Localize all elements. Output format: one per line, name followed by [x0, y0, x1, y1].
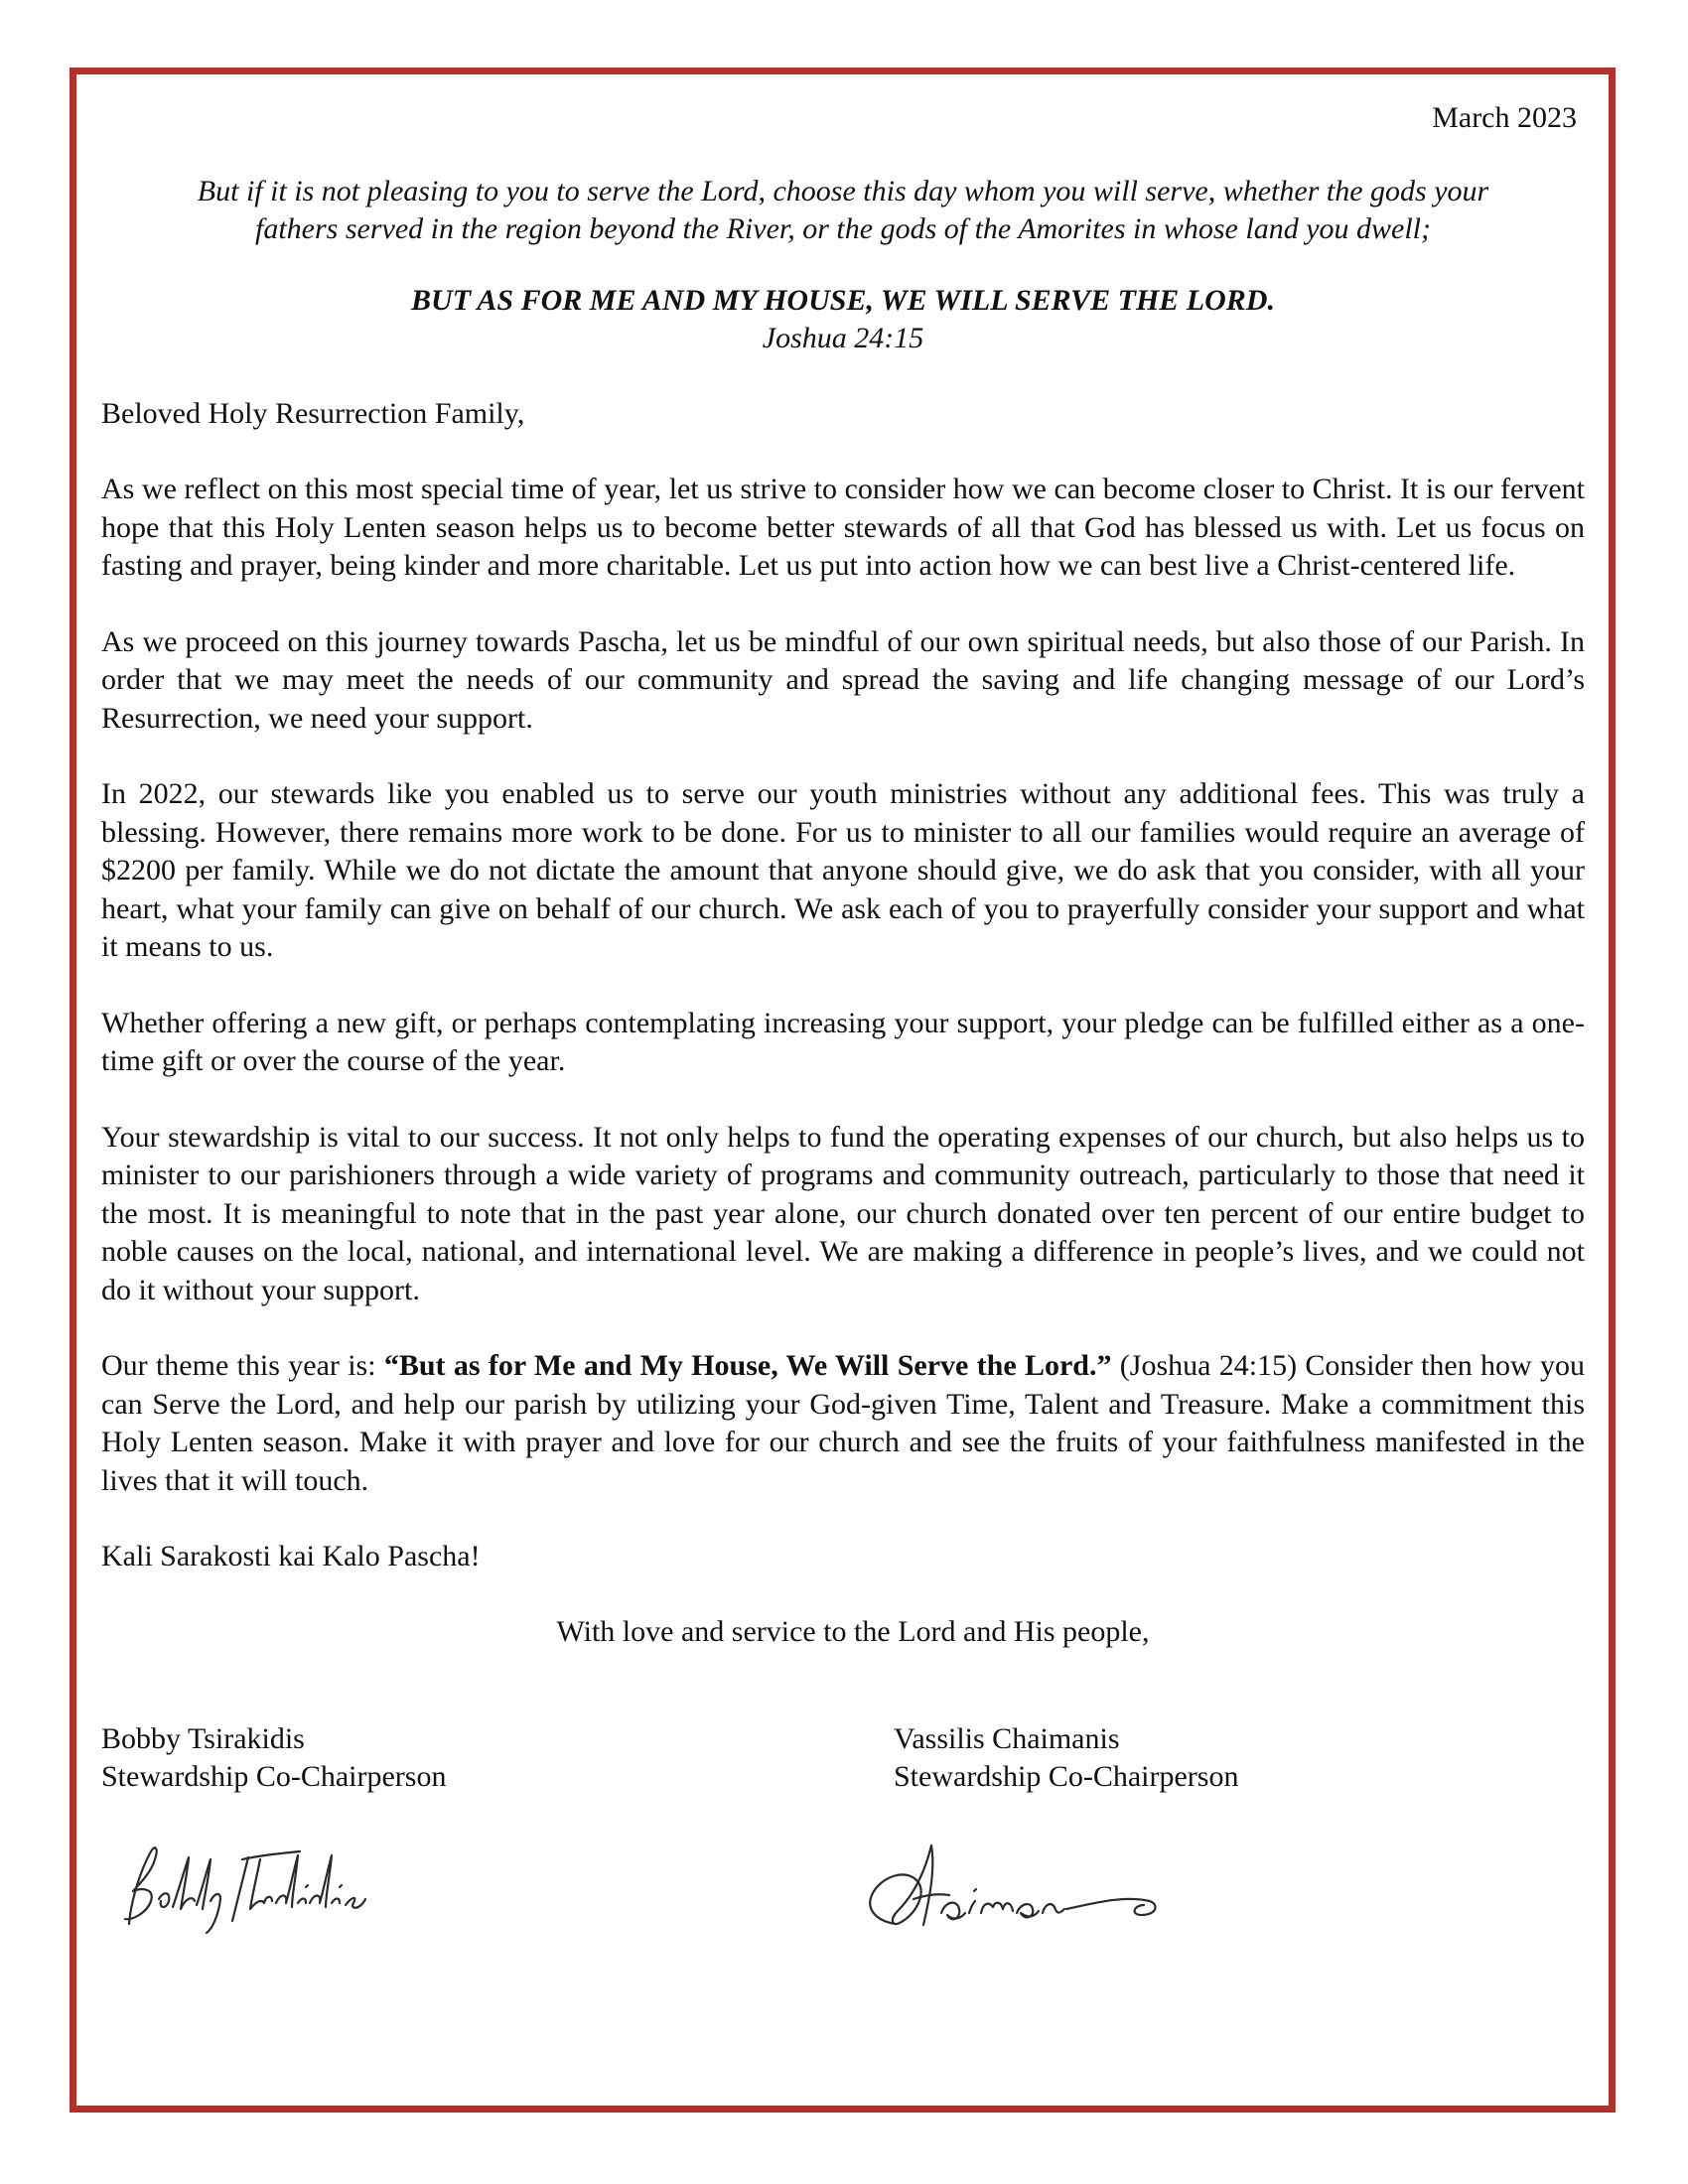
scripture-line-1: But if it is not pleasing to you to serve the Lord, choose this day whom you will serve, whether the gods your [197, 175, 1489, 207]
paragraph-theme [101, 1347, 1585, 1500]
letter-date: March 2023 [1432, 101, 1577, 134]
salutation: Beloved Holy Resurrection Family, [101, 397, 525, 430]
closing-greeting: Kali Sarakosti kai Kalo Pascha! [101, 1540, 481, 1572]
signature-block [101, 1720, 1585, 1979]
paragraph-stewardship: Your stewardship is vital to our success. It not only helps to fund the operating expenses of our church, but also helps us to minister to our parishioners through a wide variety of programs and community outreach, particularly to those that need it the most. It is meaningful to note that in the past year alone, our church donated over ten percent of our entire budget to noble causes on the local, national, and international level. We are making a difference in people’s lives, and we could not do it without your support. [101, 1120, 1585, 1306]
farewell-line: With love and service to the Lord and His people, [556, 1615, 1150, 1648]
signature-image-right [856, 1830, 1174, 1949]
scripture-line-2: fathers served in the region beyond the River, or the gods of the Amorites in whose land you dwell; [255, 212, 1431, 245]
signer-left [101, 1720, 446, 1796]
signer-title: Stewardship Co-Chairperson [894, 1760, 1239, 1793]
letter-body [101, 99, 1585, 1979]
signature-image-left [111, 1830, 409, 1939]
scripture-quote [101, 173, 1585, 248]
paragraph-reflection: As we reflect on this most special time of year, let us strive to consider how we can become closer to Christ. It is our fervent hope that this Holy Lenten season helps us to become better stewards of all that God has blessed us with. Let us focus on fasting and prayer, being kinder and more charitable. Let us put into action how we can best live a Christ-centered life. [101, 473, 1585, 582]
scripture-emphasis: BUT AS FOR ME AND MY HOUSE, WE WILL SERVE THE LORD. [411, 284, 1275, 317]
scripture-reference: Joshua 24:15 [762, 322, 924, 354]
signer-title: Stewardship Co-Chairperson [101, 1760, 447, 1793]
signer-name: Vassilis Chaimanis [894, 1722, 1120, 1755]
theme-quote: “But as for Me and My House, We Will Serve the Lord.” [383, 1349, 1112, 1382]
theme-rest: (Joshua 24:15) Consider then how you can Serve the Lord, and help our parish by utilizing your God-given Time, Talent and Treasure. Make a commitment this Holy Lenten season. Make it with prayer and love for our church and see the fruits of your faithfulness manifested in the lives that it will touch. [101, 1349, 1585, 1497]
theme-intro: Our theme this year is: [101, 1349, 384, 1382]
signer-right [894, 1720, 1238, 1796]
paragraph-2022: In 2022, our stewards like you enabled us to serve our youth ministries without any additional fees. This was truly a blessing. However, there remains more work to be done. For us to minister to all our families would require an average of $2200 per family. While we do not dictate the amount that anyone should give, we do ask that you consider, with all your heart, what your family can give on behalf of our church. We ask each of you to prayerfully consider your support and what it means to us. [101, 777, 1585, 963]
paragraph-pledge: Whether offering a new gift, or perhaps contemplating increasing your support, your pledge can be fulfilled either as a one-time gift or over the course of the year. [101, 1006, 1585, 1077]
signer-name: Bobby Tsirakidis [101, 1722, 305, 1755]
paragraph-journey: As we proceed on this journey towards Pascha, let us be mindful of our own spiritual needs, but also those of our Parish. In order that we may meet the needs of our community and spread the saving and life changing message of our Lord’s Resurrection, we need your support. [101, 624, 1585, 735]
